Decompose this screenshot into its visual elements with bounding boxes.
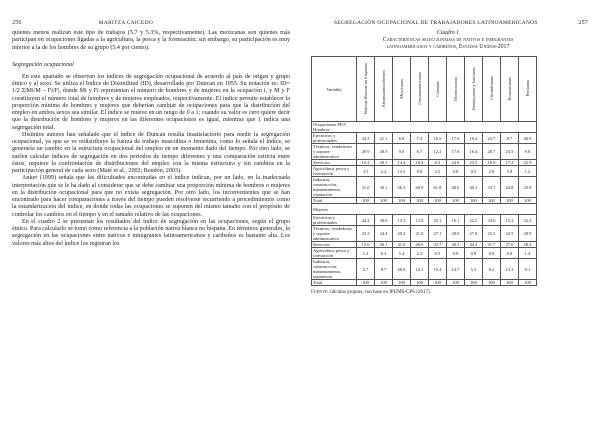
table-cell: 61.8 — [428, 177, 446, 198]
table-cell: 40.6 — [446, 177, 464, 198]
column-header — [375, 57, 393, 122]
table-label: Cuadro 1 — [436, 30, 460, 36]
row-label: Agricultura, pesca y forestación — [312, 166, 357, 177]
table-cell: 100 — [446, 198, 464, 204]
table-cell: 19.4 — [464, 133, 482, 144]
table-cell: 5.3 — [464, 259, 482, 280]
table-cell: 36.1 — [375, 177, 393, 198]
row-label: Agricultura, pesca y forestación — [312, 248, 357, 259]
table-cell: 44.2 — [357, 215, 375, 226]
row-label: Servicios — [312, 160, 357, 166]
table-cell: 40.1 — [464, 177, 482, 198]
column-header-label: Nativos blancos no hispanos — [363, 62, 369, 115]
table-cell: 13.5 — [393, 166, 411, 177]
table-cell: 100 — [393, 280, 411, 286]
table-cell: 100 — [393, 198, 411, 204]
table-cell: 100 — [464, 198, 482, 204]
table-cell: 41.0 — [393, 242, 411, 248]
table-cell: 23.7 — [482, 133, 500, 144]
table-cell: 33.7 — [428, 242, 446, 248]
table-cell: 23.5 — [500, 144, 518, 160]
group-empty-cell — [500, 204, 518, 215]
table-row — [312, 226, 537, 242]
table-cell: 0.8 — [464, 248, 482, 259]
group-empty-cell — [446, 122, 464, 133]
table-row — [312, 259, 537, 280]
row-label: Técnicos, vendedores y soporte administrativo — [312, 144, 357, 160]
column-header — [464, 57, 482, 122]
table-cell: 8.8 — [410, 166, 428, 177]
body-paragraph: En este apartado se observan los índices de segregación ocupacional de acuerdo al país de origen y grupo étnico y al sexo. Se utiliza el Índice de Disimilitud (ID), desarrollado por Duncan en 1955. Su notación es: ID= 1/2 Σ|Mi/M – Fi/F|, donde Mi y Fi representan el número de hombres y de mujeres en la ocupación i, y M y F constituyen el número total de hombres y de mujeres empleados, respectivamente. El índice permite establecer la proporción mínima de hombres y mujeres que deberían cambiar de ocupaciones para que la distribución del empleo en ambos sexos sea similar. El índice se mueve en un rango de 0 a 1; cuando su valor es cero quiere decir que la distribución de hombres y mujeres en las diferentes ocupaciones es igual, mientras que 1 indica una segregación total. — [12, 73, 290, 131]
table-cell: 9.0 — [518, 144, 536, 160]
table-cell: 26.1 — [375, 242, 393, 248]
table-cell: 0.9 — [482, 248, 500, 259]
column-header-variable: Variable — [312, 57, 357, 122]
table-cell: 100 — [518, 198, 536, 204]
table-cell: 100 — [357, 198, 375, 204]
group-empty-cell — [375, 122, 393, 133]
table-cell: 14.7 — [446, 259, 464, 280]
table-cell: 9.1 — [518, 259, 536, 280]
table-cell: 25.1 — [428, 215, 446, 226]
table-cell: 100 — [482, 198, 500, 204]
table-cell: 27.1 — [428, 226, 446, 242]
table-cell: 2.9 — [482, 166, 500, 177]
table-cell: 5.8 — [500, 166, 518, 177]
group-empty-cell — [393, 204, 411, 215]
table-cell: 15.6 — [357, 242, 375, 248]
group-empty-cell — [464, 122, 482, 133]
table-cell: 14.4 — [393, 160, 411, 166]
table-cell: 30.6 — [375, 215, 393, 226]
table-cell: 20.0 — [393, 259, 411, 280]
group-empty-cell — [518, 122, 536, 133]
right-page — [300, 0, 600, 431]
table-row — [312, 177, 537, 198]
group-empty-cell — [446, 204, 464, 215]
table-cell: 34.0 — [482, 215, 500, 226]
table-cell: 17.6 — [446, 144, 464, 160]
table-cell: 25.9 — [518, 177, 536, 198]
table-title-line: latinoamericanos y caribeños, Estados Unidos-2017 — [386, 44, 510, 50]
table-cell: 31.0 — [357, 177, 375, 198]
source-text: cálculos propios, con base en IPUMS-CPS (2017). — [329, 290, 431, 295]
table-row — [312, 166, 537, 177]
table-cell: 6.7 — [410, 144, 428, 160]
table-cell: 100 — [357, 280, 375, 286]
table-cell: 9.0 — [393, 144, 411, 160]
table-cell: 3.5 — [357, 166, 375, 177]
section-title: Segregación ocupacional — [12, 61, 74, 68]
table-cell: 14.1 — [410, 259, 428, 280]
table-cell: 15.2 — [500, 215, 518, 226]
table-cell: 1.2 — [357, 248, 375, 259]
header-row — [312, 57, 537, 122]
table-cell: 31.7 — [482, 242, 500, 248]
table-cell: 100 — [410, 280, 428, 286]
table-cell: 33.7 — [482, 177, 500, 198]
group-empty-cell — [410, 204, 428, 215]
row-label: Industria, construcción, mantenimiento, reparación — [312, 177, 357, 198]
column-header-label: Cubanos — [434, 80, 440, 97]
table-cell: 17.2 — [500, 160, 518, 166]
table-cell: 49.6 — [410, 242, 428, 248]
table-cell: 13.0 — [410, 215, 428, 226]
table-cell: 16.9 — [428, 133, 446, 144]
table-cell: 20.1 — [375, 160, 393, 166]
table-cell: 0.5 — [428, 248, 446, 259]
table-cell: 1.2 — [518, 166, 536, 177]
column-header-label: Mexicanos — [398, 78, 404, 99]
row-label: Ejecutivas y profesionales — [312, 215, 357, 226]
group-label: Mujeres — [312, 204, 357, 215]
table-cell: 5.7 — [357, 259, 375, 280]
table-cell: 20.2 — [393, 226, 411, 242]
table-cell: 44.8 — [500, 177, 518, 198]
table-cell: 33.3 — [357, 226, 375, 242]
body-paragraph: Distintos autores han señalado que el índice de Duncan resulta insatisfactorio para medir la segregación ocupacional, ya que se ve redistribuye la fuerza de trabajo masculina o femenina, como lo señala el índice, se generaría un cambio en la estructura ocupacional del empleo en un momento dado del tiempo. Por otro lado, se suelen calcular índices de segregación en dos periodos de tiempo diferentes y una comparación estricta entre éstos, requiere la confrontación de distribuciones del empleo con la misma estructura y sin cambios en la participación general de cada sexo (Maté et al., 2002; Rendón, 2003). — [12, 131, 290, 174]
table-cell: 8.7 — [375, 259, 393, 280]
column-header — [410, 57, 428, 122]
table-cell: 37.0 — [500, 242, 518, 248]
table-cell: 100 — [500, 198, 518, 204]
right-page-number: 257 — [578, 20, 588, 26]
table-cell: 2.2 — [375, 166, 393, 177]
column-header-label: Dominicanos — [452, 76, 458, 101]
group-label: Ocupaciones PEA Hombres — [312, 122, 357, 133]
table-cell: 20.9 — [357, 144, 375, 160]
table-cell: 20.5 — [375, 144, 393, 160]
column-header — [428, 57, 446, 122]
body-paragraph: En el cuadro 2 se presentan los resultados del índice de segregación en las ocupaciones, según el grupo étnico. Para calcularlo se tomó como referencia a la población nativa blanca no hispana. En términos generales, la segregación en las ocupaciones entre nativos e inmigrantes latinoamericanos y caribeños es bastante alta. Los valores más altos del índice los registran los — [12, 218, 290, 247]
table-cell: 0.9 — [446, 248, 464, 259]
table-cell: 100 — [375, 280, 393, 286]
table-cell: 0.5 — [464, 166, 482, 177]
table-cell: 12.2 — [428, 144, 446, 160]
group-empty-cell — [482, 122, 500, 133]
group-empty-cell — [518, 204, 536, 215]
column-header-label: Centroamericanos — [416, 72, 422, 105]
table-cell: 0.0 — [446, 166, 464, 177]
table-cell: 7.3 — [410, 133, 428, 144]
table-row — [312, 144, 537, 160]
group-empty-cell — [393, 122, 411, 133]
table-cell: 18.9 — [482, 160, 500, 166]
table-cell: 23.5 — [464, 160, 482, 166]
table-row — [312, 215, 537, 226]
column-header — [500, 57, 518, 122]
table-cell: 44.4 — [464, 242, 482, 248]
table-cell: 13.3 — [393, 215, 411, 226]
column-header-label: Peruanos — [524, 80, 530, 97]
column-header — [446, 57, 464, 122]
left-author-head: MARITZA CAICEDO — [98, 20, 154, 26]
column-header — [393, 57, 411, 122]
group-empty-cell — [357, 122, 375, 133]
row-label: Industria, construcción, mantenimiento, reparación — [312, 259, 357, 280]
table-cell: 100 — [464, 280, 482, 286]
data-table — [311, 56, 537, 286]
row-label: Técnicas, vendedoras y soporte administrativo — [312, 226, 357, 242]
table-cell: 5.4 — [393, 248, 411, 259]
table-cell: 40.3 — [446, 242, 464, 248]
table-cell: 56.3 — [393, 177, 411, 198]
group-row — [312, 204, 537, 215]
table-cell: 100 — [518, 280, 536, 286]
table-cell: 100 — [500, 280, 518, 286]
table-cell: 6.5 — [428, 160, 446, 166]
right-title-head: SEGREGACIÓN OCUPACIONAL DE TRABAJADORES LATINOAMERICANOS — [334, 20, 538, 26]
table-cell: 15.4 — [428, 259, 446, 280]
table-cell: 28.9 — [518, 226, 536, 242]
table-caption — [308, 30, 588, 51]
table-cell: 0.2 — [375, 248, 393, 259]
table-cell: 16.1 — [446, 215, 464, 226]
table-cell: 13.3 — [500, 259, 518, 280]
table-row — [312, 133, 537, 144]
table-cell: 8.2 — [482, 259, 500, 280]
table-cell: 10.2 — [357, 160, 375, 166]
table-cell: 2.5 — [428, 166, 446, 177]
group-empty-cell — [464, 204, 482, 215]
right-running-head — [308, 20, 588, 26]
table-cell: 22.5 — [464, 215, 482, 226]
table-cell: 2.2 — [410, 248, 428, 259]
intro-paragraph: quienes menos realizan este tipo de trabajos (5.7 y 5.3%, respectivamente). Las mexicanas son quienes más participan en ocupaciones ligadas a la agricultura, la pesca y la forestación; sin embargo, su participación es muy inferior a la de los hombres de su grupo (5.4 por ciento). — [12, 30, 290, 51]
table-cell: 34.4 — [375, 226, 393, 242]
table-cell: 1.4 — [518, 248, 536, 259]
table-row — [312, 280, 537, 286]
row-label: Total — [312, 280, 357, 286]
table-cell: 24.8 — [446, 160, 464, 166]
table-cell: 0.0 — [500, 248, 518, 259]
column-header-label: Afroestadounidenses — [381, 69, 386, 108]
table-cell: 100 — [428, 280, 446, 286]
row-label: Total — [312, 198, 357, 204]
table-cell: 25.3 — [482, 226, 500, 242]
row-label: Servicios — [312, 242, 357, 248]
column-header-label: Colombianos — [488, 76, 494, 101]
table-row — [312, 248, 537, 259]
group-empty-cell — [500, 122, 518, 133]
row-label: Ejecutivos y profesionales — [312, 133, 357, 144]
column-header — [518, 57, 536, 122]
column-header-label: Ecuatorianos — [506, 76, 512, 101]
table-cell: 32.2 — [518, 215, 536, 226]
column-header — [482, 57, 500, 122]
source-label: Fuente: — [311, 290, 329, 295]
table-cell: 60.8 — [410, 177, 428, 198]
table-cell: 16.4 — [464, 144, 482, 160]
table-cell: 34.5 — [500, 226, 518, 242]
table-cell: 100 — [446, 280, 464, 286]
table-cell: 6.8 — [393, 133, 411, 144]
table-cell: 34.3 — [357, 133, 375, 144]
table-cell: 27.0 — [464, 226, 482, 242]
table-cell: 17.0 — [446, 133, 464, 144]
group-empty-cell — [428, 204, 446, 215]
table-cell: 21.1 — [375, 133, 393, 144]
group-empty-cell — [375, 204, 393, 215]
table-cell: 100 — [482, 280, 500, 286]
table-cell: 8.7 — [500, 133, 518, 144]
table-cell: 28.0 — [446, 226, 464, 242]
table-cell: 21.0 — [410, 226, 428, 242]
table-source — [311, 289, 588, 295]
table-cell: 28.2 — [518, 242, 536, 248]
column-header-label: Jamaiquinos y haitianos — [470, 66, 476, 111]
column-header — [357, 57, 375, 122]
table-cell: 22.9 — [518, 160, 536, 166]
table-cell: 16.4 — [410, 160, 428, 166]
group-empty-cell — [357, 204, 375, 215]
group-empty-cell — [428, 122, 446, 133]
table-cell: 100 — [375, 198, 393, 204]
left-running-head — [12, 20, 290, 26]
left-page-number: 256 — [12, 20, 22, 26]
table-title-line: Características seleccionadas de nativos e inmigrantes — [382, 37, 514, 43]
table-cell: 40.9 — [518, 133, 536, 144]
body-paragraph: Anker (1999) señala que las dificultades encontradas en el índice indican, por un lado, en la inadecuada interpretación que se le ha dado al considerar que se debe cambiar una proporción mínima de hombres o mujeres en la distribución ocupacional para que no exista segregación. Por otro lado, los inconvenientes que se han encontrado para hacer comparaciones a través del tiempo pueden resolverse recurriendo a procedimientos como la estandarización del índice, en donde todas las ocupaciones se suponen del mismo tamaño con el propósito de controlar los cambios en el tiempo y en el tamaño relativo de las ocupaciones. — [12, 175, 290, 218]
group-row — [312, 122, 537, 133]
table-cell: 100 — [410, 198, 428, 204]
table-cell: 100 — [428, 198, 446, 204]
table-cell: 20.7 — [482, 144, 500, 160]
group-empty-cell — [410, 122, 428, 133]
group-empty-cell — [482, 204, 500, 215]
